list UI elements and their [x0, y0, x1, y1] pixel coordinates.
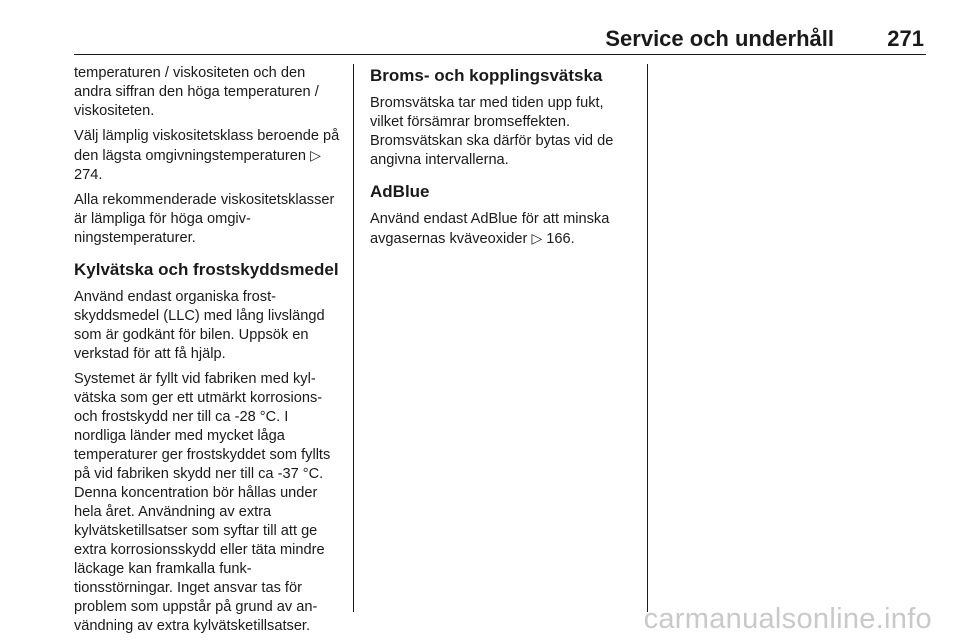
paragraph: temperaturen / viskositeten och den andra siffran den höga temperaturen / viskositeten. [74, 65, 319, 119]
section-heading-adblue: AdBlue [370, 182, 430, 201]
left-column [74, 64, 340, 642]
paragraph [370, 210, 636, 249]
column-divider [647, 64, 648, 612]
section-heading-coolant: Kylvätska och frostskyddsmedel [74, 260, 339, 279]
paragraph-text: Välj lämplig viskositetsklass beroende på den lägsta omgivningstemperaturen [74, 128, 340, 164]
paragraph: Bromsvätska tar med tiden upp fukt, vilket försämrar bromseffekten. Bromsvätskan ska därför bytas vid de angivna intervallerna. [370, 95, 614, 168]
page-reference-link[interactable]: 274. [74, 167, 103, 183]
watermark: carmanualsonline.info [643, 603, 932, 635]
paragraph: Alla rekommenderade viskositetsklasser är lämpliga för höga omgivningstemperaturer. [74, 192, 335, 246]
paragraph: Använd endast organiska frostskyddsmedel (LLC) med lång livslängd som är godkänt för bilen. Uppsök en verkstad för att få hjälp. [74, 289, 325, 362]
paragraph: Systemet är fyllt vid fabriken med kylvätska som ger ett utmärkt korrosions- och frostskydd ner till ca -28 °C. I nordliga länder med mycket låga temperaturer ger frostskyddet som fyllts på vid fabriken skydd ner till ca -37 °C. Denna koncentration bör hållas under hela året. Användning av extra kylvätsketillsatser som syftar till att ge extra korrosionsskydd eller täta mindre läckage kan framkalla funktionsstörningar. Inget ansvar tas för problem som uppstår på grund av användning av extra kylvätsketillsatser. [74, 371, 331, 634]
section-heading-brake-fluid: Broms- och kopplingsvätska [370, 66, 603, 85]
section-title: Service och underhåll [605, 26, 834, 51]
paragraph-text: Använd endast AdBlue för att minska avgasernas kväveoxider [370, 211, 610, 247]
paragraph [74, 127, 340, 185]
right-column [370, 64, 636, 255]
page-header [74, 26, 926, 55]
page-number: 271 [887, 26, 924, 51]
page-reference-arrow-icon: ▷ [310, 147, 321, 163]
page-reference-link[interactable]: 166. [546, 231, 575, 247]
page-reference-arrow-icon: ▷ [531, 230, 543, 246]
column-divider [353, 64, 354, 612]
